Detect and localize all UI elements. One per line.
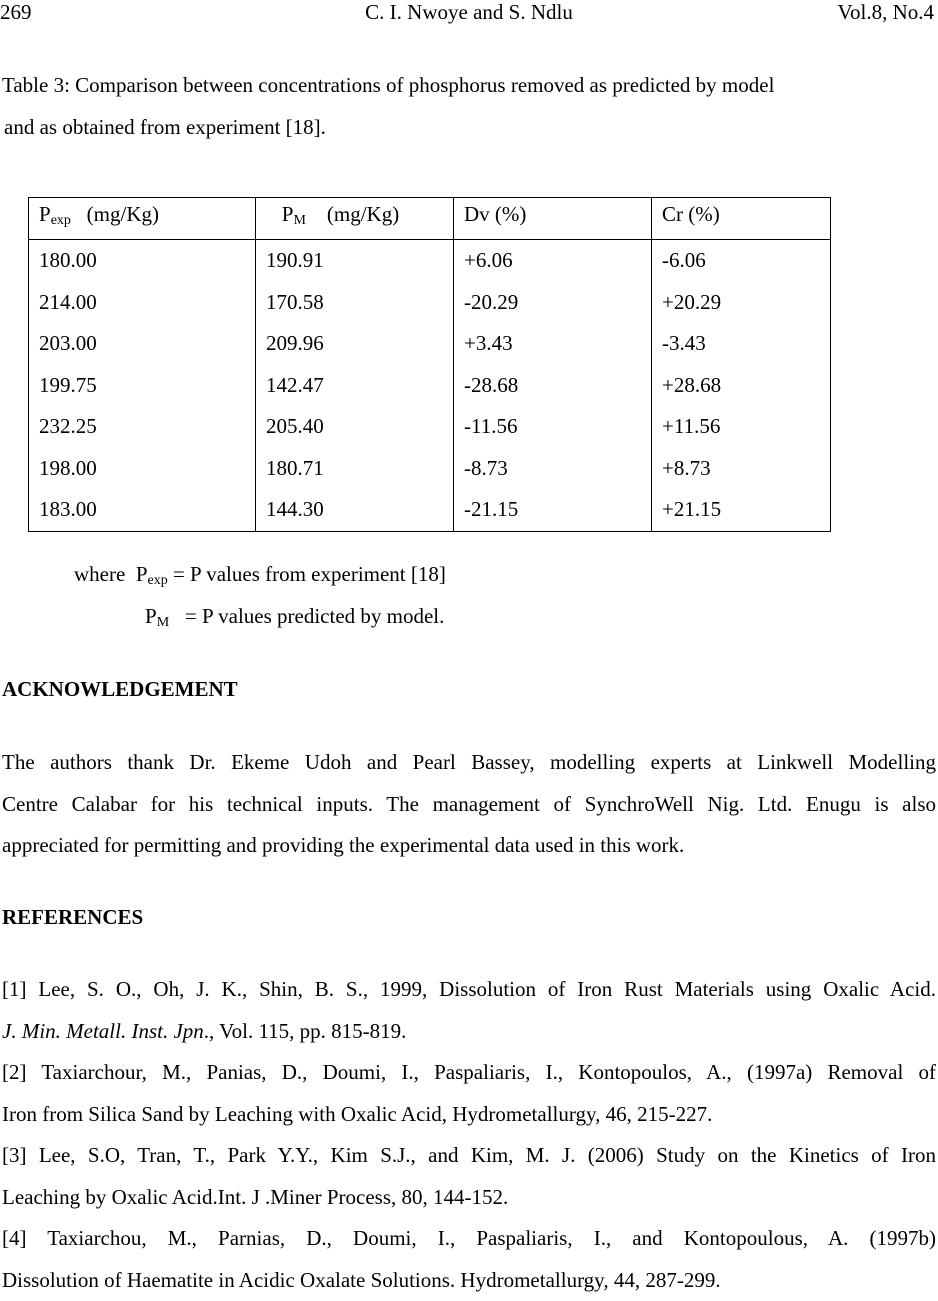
cell-cr: +8.73 bbox=[652, 448, 831, 490]
definition-p-m: $P_M$ = P values predicted by model. bbox=[145, 604, 445, 630]
acknowledgement-heading: ACKNOWLEDGEMENT bbox=[2, 677, 238, 701]
definition-p-exp: where $P_{exp} = P$ values from experiment [18] bbox=[74, 562, 446, 588]
table-header-row bbox=[29, 198, 831, 240]
cell-cr: +21.15 bbox=[652, 489, 831, 531]
table-row bbox=[29, 448, 831, 490]
table-row bbox=[29, 240, 831, 282]
cell-p-m: 205.40 bbox=[256, 406, 454, 448]
references-heading: REFERENCES bbox=[2, 905, 144, 929]
cell-cr: +20.29 bbox=[652, 282, 831, 324]
reference-2: [2] Taxiarchour, M., Panias, D., Doumi, I., Paspaliaris, I., Kontopoulos, A., (1997a) Removal of Iron from Silica Sand by Leaching with Oxalic Acid, Hydrometallurgy, 46, 215-227. bbox=[2, 1060, 936, 1126]
table-row bbox=[29, 282, 831, 324]
cell-dv: -8.73 bbox=[454, 448, 652, 490]
table-body bbox=[29, 240, 831, 532]
cell-cr: +11.56 bbox=[652, 406, 831, 448]
cell-cr: -3.43 bbox=[652, 323, 831, 365]
cell-p-exp: 199.75 bbox=[29, 365, 256, 407]
cell-p-exp: 183.00 bbox=[29, 489, 256, 531]
acknowledgement-line: appreciated for permitting and providing the experimental data used in this work. bbox=[2, 833, 685, 857]
cell-cr: +28.68 bbox=[652, 365, 831, 407]
cell-p-exp: 203.00 bbox=[29, 323, 256, 365]
column-header-p-m: $P_M$ (mg/Kg) bbox=[256, 198, 454, 240]
reference-1: [1] Lee, S. O., Oh, J. K., Shin, B. S., 1999, Dissolution of Iron Rust Materials using Oxalic Acid. J. Min. Metall. Inst. Jpn., Vol. 115, pp. 815-819. bbox=[2, 977, 936, 1043]
cell-dv: -20.29 bbox=[454, 282, 652, 324]
cell-p-exp: 180.00 bbox=[29, 240, 256, 282]
running-header-volume: Vol.8, No.4 bbox=[837, 0, 934, 24]
table-row bbox=[29, 323, 831, 365]
acknowledgement-line: The authors thank Dr. Ekeme Udoh and Pearl Bassey, modelling experts at Linkwell Modelling bbox=[2, 750, 936, 774]
cell-dv: +3.43 bbox=[454, 323, 652, 365]
cell-dv: +6.06 bbox=[454, 240, 652, 282]
cell-p-m: 144.30 bbox=[256, 489, 454, 531]
acknowledgement-paragraph bbox=[2, 742, 936, 867]
cell-p-m: 170.58 bbox=[256, 282, 454, 324]
reference-1-journal: J. Min. Metall. Inst. Jpn bbox=[2, 1018, 204, 1043]
reference-3: [3] Lee, S.O, Tran, T., Park Y.Y., Kim S.J., and Kim, M. J. (2006) Study on the Kinetics of Iron Leaching by Oxalic Acid.Int. J .Miner Process, 80, 144-152. bbox=[2, 1143, 936, 1209]
column-header-p-exp: $P_{exp}$ (mg/Kg) bbox=[29, 198, 256, 240]
table-row bbox=[29, 365, 831, 407]
table-caption-line-1: Table 3: Comparison between concentrations of phosphorus removed as predicted by model bbox=[2, 73, 775, 97]
table-row bbox=[29, 489, 831, 531]
table-caption-line-2: and as obtained from experiment [18]. bbox=[4, 115, 326, 139]
cell-p-exp: 198.00 bbox=[29, 448, 256, 490]
acknowledgement-line: Centre Calabar for his technical inputs. The management of SynchroWell Nig. Ltd. Enugu is also bbox=[2, 791, 936, 816]
column-header-cr: Cr (%) bbox=[652, 198, 831, 240]
cell-p-m: 142.47 bbox=[256, 365, 454, 407]
table-row bbox=[29, 406, 831, 448]
running-header-authors: C. I. Nwoye and S. Ndlu bbox=[365, 0, 573, 24]
cell-p-exp: 214.00 bbox=[29, 282, 256, 324]
page-number: 269 bbox=[0, 0, 32, 24]
reference-4: [4] Taxiarchou, M., Parnias, D., Doumi, I., Paspaliaris, I., and Kontopoulous, A. (1997b) Dissolution of Haematite in Acidic Oxalate Solutions. Hydrometallurgy, 44, 287-299. bbox=[2, 1226, 936, 1292]
cell-p-m: 190.91 bbox=[256, 240, 454, 282]
cell-p-m: 180.71 bbox=[256, 448, 454, 490]
results-table bbox=[28, 197, 831, 532]
cell-p-exp: 232.25 bbox=[29, 406, 256, 448]
column-header-dv: Dv (%) bbox=[454, 198, 652, 240]
cell-dv: -28.68 bbox=[454, 365, 652, 407]
cell-dv: -21.15 bbox=[454, 489, 652, 531]
cell-cr: -6.06 bbox=[652, 240, 831, 282]
cell-dv: -11.56 bbox=[454, 406, 652, 448]
cell-p-m: 209.96 bbox=[256, 323, 454, 365]
